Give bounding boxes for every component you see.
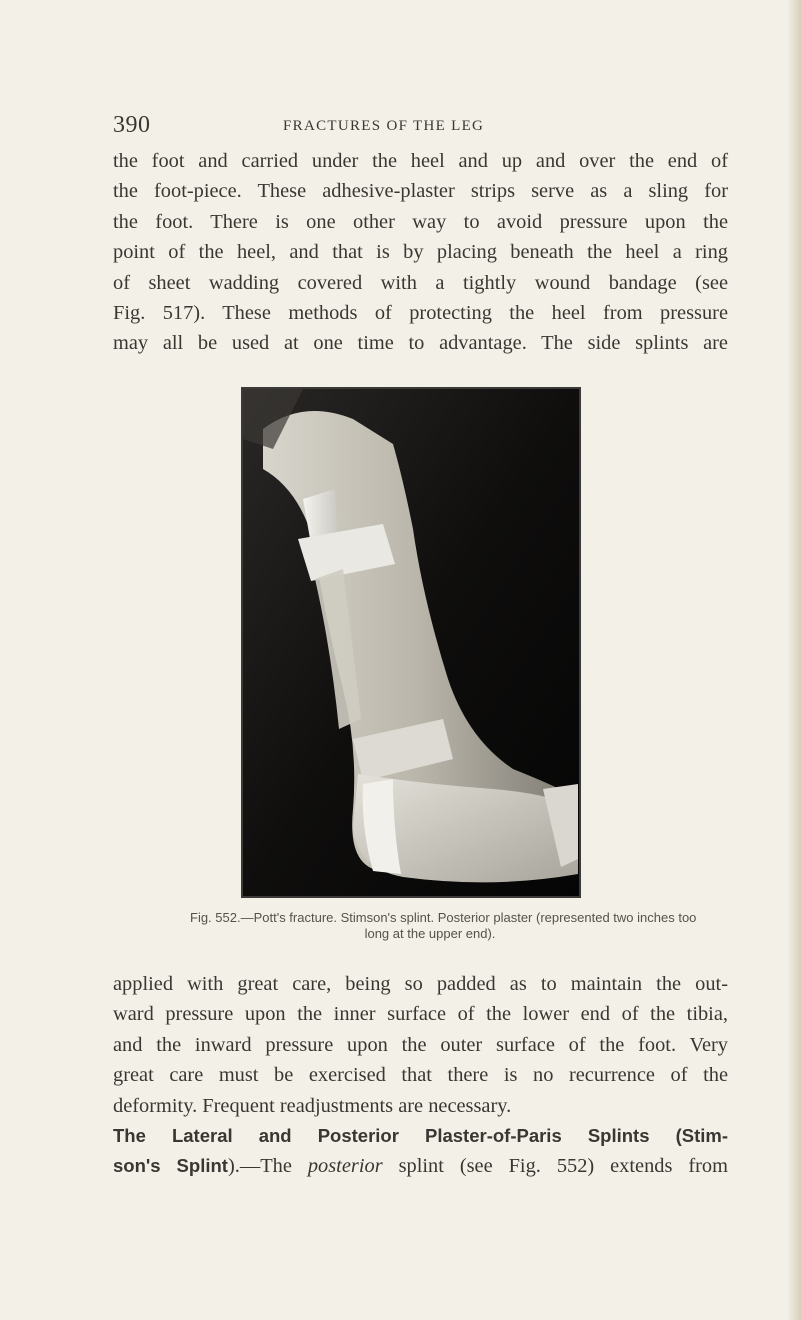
text-line: the foot and carried under the heel and up and over the end of (113, 150, 728, 172)
leg-splint-photograph-icon (243, 389, 579, 896)
running-head: FRACTURES OF THE LEG (283, 118, 485, 134)
text-line: ward pressure upon the inner surface of the lower end of the tibia, (113, 1003, 728, 1026)
page-edge-shadow (787, 0, 801, 1320)
text-line: the foot-piece. These adhesive-plaster strips serve as a sling for (113, 180, 728, 203)
text-line: applied with great care, being so padded as to maintain the out- (113, 973, 728, 995)
figure-caption (190, 910, 697, 942)
text-line: and the inward pressure upon the outer surface of the foot. Very (113, 1033, 728, 1056)
text-line: the foot. There is one other way to avoid pressure upon the (113, 210, 728, 233)
text-line: great care must be exercised that there is no recurrence of the (113, 1064, 728, 1087)
section-heading-continued: son's Splint (113, 1155, 228, 1177)
italic-term: posterior (307, 1155, 383, 1178)
text-line (113, 1151, 728, 1181)
text-line: point of the heel, and that is by placing beneath the heel a ring (113, 241, 728, 264)
page-number: 390 (113, 112, 151, 138)
text-fragment: ).—The (227, 1155, 308, 1178)
text-line: deformity. Frequent readjustments are necessary. (113, 1094, 512, 1117)
text-line: Fig. 517). These methods of protecting the heel from pressure (113, 302, 728, 325)
caption-line: Fig. 552.—Pott's fracture. Stimson's splint. Posterior plaster (represented two inches too (190, 910, 697, 925)
page-header (113, 112, 723, 142)
caption-line: long at the upper end). (364, 926, 496, 941)
section-heading: The Lateral and Posterior Plaster-of-Paris Splints (Stim- (113, 1125, 728, 1147)
figure-photograph (241, 387, 581, 898)
paragraph-top (113, 146, 728, 359)
paragraph-bottom (113, 969, 728, 1182)
text-line: may all be used at one time to advantage. The side splints are (113, 332, 728, 355)
text-line: of sheet wadding covered with a tightly wound bandage (see (113, 271, 728, 294)
text-fragment: splint (see Fig. 552) extends from (382, 1155, 728, 1178)
section-heading-line (113, 1121, 728, 1151)
